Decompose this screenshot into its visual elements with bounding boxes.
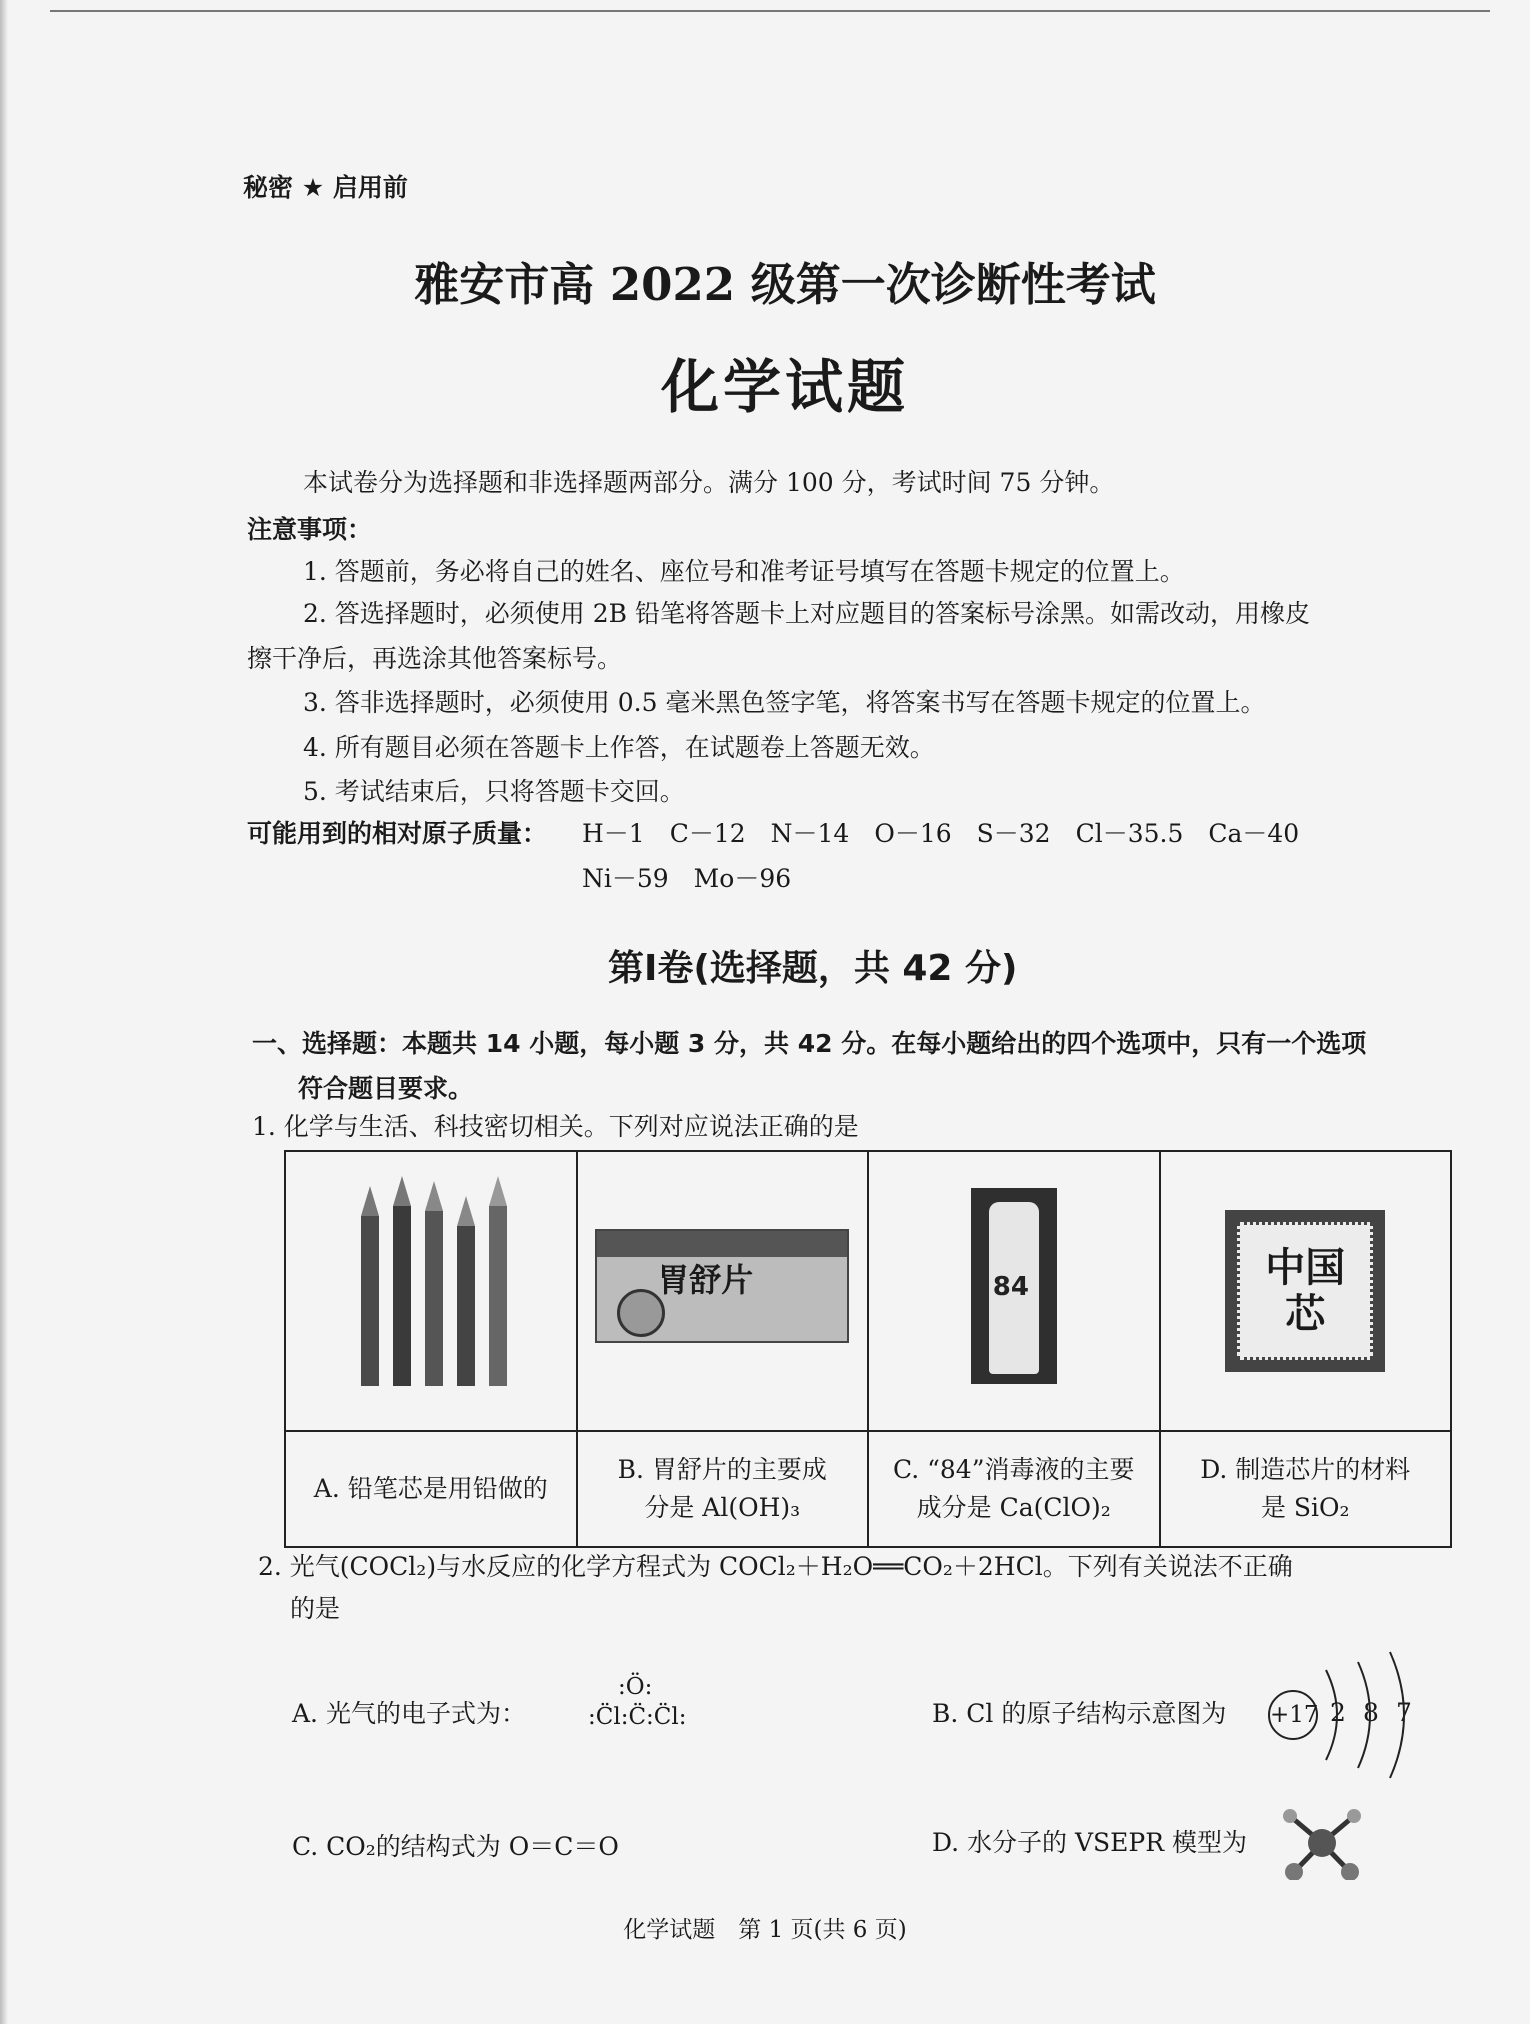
- q1-option-b: [577, 1431, 869, 1547]
- medicine-box-label: 胃舒片: [657, 1260, 754, 1299]
- part-intro-2: 符合题目要求。: [298, 1074, 474, 1103]
- part-intro: 一、选择题：本题共 14 小题，每小题 3 分，共 42 分。在每小题给出的四个选项中，只有一个选项: [252, 1029, 1367, 1058]
- section-title: 第Ⅰ卷(选择题，共 42 分): [608, 948, 1018, 989]
- q1-option-c: [868, 1431, 1160, 1547]
- atomic-structure-diagram: [1268, 1690, 1412, 1740]
- image-pencils: [285, 1151, 577, 1431]
- shell-2: 8: [1363, 1698, 1379, 1727]
- q2-option-b-label: B. Cl 的原子结构示意图为: [932, 1699, 1227, 1728]
- exam-title: 雅安市高 2022 级第一次诊断性考试: [414, 258, 1156, 311]
- shell-1: 2: [1330, 1698, 1346, 1727]
- q1-options-table: [284, 1150, 1452, 1548]
- subject-title: 化学试题: [660, 353, 909, 421]
- image-disinfectant-bottle: [868, 1151, 1160, 1431]
- option-c-text: C. “84”消毒液的主要: [892, 1455, 1135, 1484]
- image-medicine-box: [577, 1151, 869, 1431]
- bottle-label: 84: [992, 1271, 1029, 1302]
- intro-text: 本试卷分为选择题和非选择题两部分。满分 100 分，考试时间 75 分钟。: [303, 468, 1115, 497]
- vsepr-model-icon: [1280, 1806, 1364, 1880]
- lewis-structure: [588, 1672, 687, 1732]
- atomic-mass-label: 可能用到的相对原子质量：: [247, 819, 548, 848]
- image-china-chip-stamp: [1160, 1151, 1452, 1431]
- page-footer: 化学试题 第 1 页(共 6 页): [623, 1917, 907, 1943]
- atomic-mass-values: H－1 C－12 N－14 O－16 S－32 Cl－35.5 Ca－40: [582, 819, 1300, 848]
- q2-option-c: C. CO₂的结构式为 O＝C＝O: [292, 1832, 619, 1861]
- electron-shells-icon: [1318, 1650, 1428, 1780]
- option-b-text-2: 分是 Al(OH)₃: [644, 1493, 801, 1522]
- q2-option-a-label: A. 光气的电子式为：: [292, 1699, 526, 1728]
- note-item: 1. 答题前，务必将自己的姓名、座位号和准考证号填写在答题卡规定的位置上。: [303, 557, 1185, 586]
- q1-stem: 1. 化学与生活、科技密切相关。下列对应说法正确的是: [252, 1112, 859, 1141]
- stamp-text: 中国芯: [1265, 1244, 1346, 1337]
- q1-option-a: [285, 1431, 577, 1547]
- note-item: 3. 答非选择题时，必须使用 0.5 毫米黑色签字笔，将答案书写在答题卡规定的位置上。: [303, 688, 1266, 717]
- q2-stem-2: 的是: [290, 1594, 341, 1623]
- note-item: 擦干净后，再选涂其他答案标号。: [247, 644, 623, 673]
- confidential-mark: 秘密 ★ 启用前: [243, 173, 408, 202]
- lewis-bottom: :C̈l:C̈:C̈l:: [588, 1704, 687, 1730]
- option-b-text: B. 胃舒片的主要成: [617, 1455, 827, 1484]
- scan-top-border: [50, 10, 1490, 12]
- note-item: 2. 答选择题时，必须使用 2B 铅笔将答题卡上对应题目的答案标号涂黑。如需改动，用橡皮: [303, 599, 1310, 628]
- option-a-text: A. 铅笔芯是用铅做的: [313, 1474, 548, 1503]
- option-c-text-2: 成分是 Ca(ClO)₂: [916, 1493, 1111, 1522]
- nucleus: +17: [1268, 1690, 1318, 1740]
- q2-stem: 2. 光气(COCl₂)与水反应的化学方程式为 COCl₂＋H₂O══CO₂＋2HCl。下列有关说法不正确: [258, 1552, 1293, 1581]
- q1-option-d: [1160, 1431, 1452, 1547]
- shell-3: 7: [1396, 1698, 1412, 1727]
- note-item: 5. 考试结束后，只将答题卡交回。: [303, 777, 685, 806]
- note-item: 4. 所有题目必须在答题卡上作答，在试题卷上答题无效。: [303, 733, 935, 762]
- lewis-top: :Ö:: [618, 1674, 653, 1700]
- atomic-mass-values-2: Ni－59 Mo－96: [582, 864, 792, 893]
- pencils-icon: [331, 1176, 531, 1396]
- option-d-text-2: 是 SiO₂: [1260, 1493, 1350, 1522]
- option-d-text: D. 制造芯片的材料: [1200, 1455, 1411, 1484]
- notes-heading: 注意事项：: [247, 515, 373, 544]
- q2-option-d-label: D. 水分子的 VSEPR 模型为: [932, 1828, 1248, 1857]
